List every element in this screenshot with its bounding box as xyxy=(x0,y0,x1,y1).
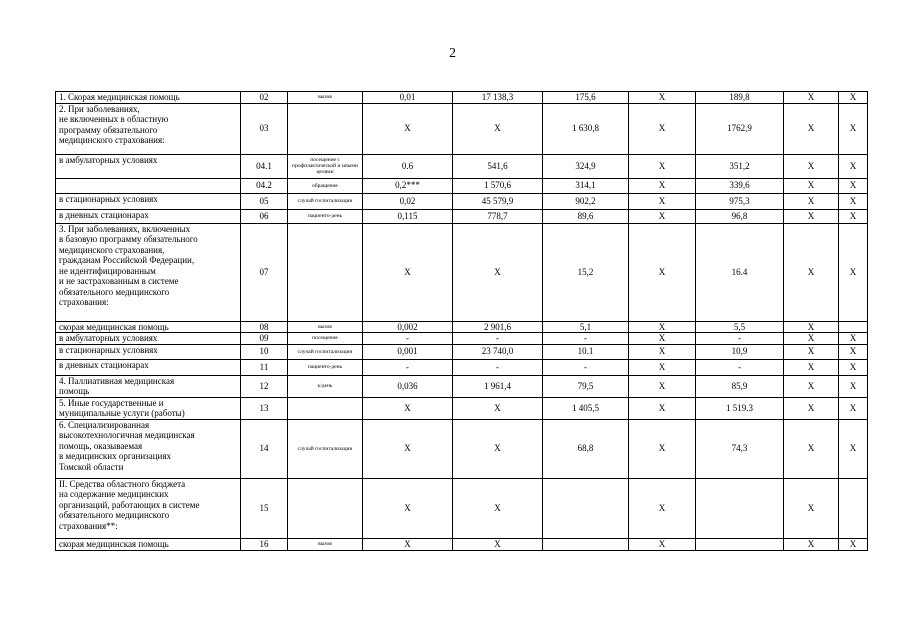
row-code: 05 xyxy=(241,193,288,209)
row-code: 12 xyxy=(241,375,288,397)
cell-col-7: Х xyxy=(839,344,868,359)
cell-col-2: 1 570,6 xyxy=(453,178,543,193)
cell-col-5: 16.4 xyxy=(696,223,784,321)
cell-col-4: Х xyxy=(629,223,696,321)
data-table xyxy=(55,91,868,551)
cell-col-6: Х xyxy=(784,223,839,321)
cell-col-6: Х xyxy=(784,478,839,538)
row-unit xyxy=(288,103,363,154)
cell-col-2: 17 138,3 xyxy=(453,92,543,104)
row-unit: вызов xyxy=(288,321,363,333)
cell-col-2: 1 961,4 xyxy=(453,375,543,397)
table-row xyxy=(56,478,868,538)
table-row xyxy=(56,419,868,478)
row-code: 03 xyxy=(241,103,288,154)
cell-col-3: 10.1 xyxy=(543,344,629,359)
cell-col-5: 5,5 xyxy=(696,321,784,333)
row-name: 6. Специализированная высокотехнологичная медицинская помощь, оказываемая в медицинских организациях Томской области xyxy=(56,419,241,478)
row-name: 3. При заболеваниях, включенных в базовую программу обязательного медицинского страхования, гражданам Российской Федерации, не идентифицированным и не застрахованным в системе обязательного медицинского страхования: xyxy=(56,223,241,321)
row-name: 5. Иные государственные и муниципальные услуги (работы) xyxy=(56,397,241,419)
cell-col-4: Х xyxy=(629,538,696,550)
row-code: 02 xyxy=(241,92,288,104)
cell-col-2: 45 579,9 xyxy=(453,193,543,209)
table-row xyxy=(56,344,868,359)
cell-col-1: 0,2*** xyxy=(363,178,453,193)
row-code: 14 xyxy=(241,419,288,478)
cell-col-7: Х xyxy=(839,419,868,478)
cell-col-5 xyxy=(696,538,784,550)
row-name: II. Средства областного бюджета на содержание медицинских организаций, работающих в системе обязательного медицинского страхования**: xyxy=(56,478,241,538)
cell-col-4: Х xyxy=(629,359,696,375)
cell-col-1: Х xyxy=(363,223,453,321)
row-name: скорая медицинская помощь xyxy=(56,321,241,333)
row-unit: случай госпитализации xyxy=(288,193,363,209)
cell-col-1: 0,002 xyxy=(363,321,453,333)
cell-col-6: Х xyxy=(784,538,839,550)
row-unit: пациенто-день xyxy=(288,359,363,375)
cell-col-3: 314,1 xyxy=(543,178,629,193)
cell-col-1: 0,115 xyxy=(363,209,453,223)
cell-col-5: 339,6 xyxy=(696,178,784,193)
cell-col-7 xyxy=(839,478,868,538)
cell-col-2: Х xyxy=(453,419,543,478)
row-code: 06 xyxy=(241,209,288,223)
cell-col-7: Х xyxy=(839,333,868,345)
row-unit: обращение xyxy=(288,178,363,193)
cell-col-1: 0.6 xyxy=(363,154,453,178)
cell-col-4: Х xyxy=(629,375,696,397)
cell-col-2: - xyxy=(453,359,543,375)
cell-col-2: Х xyxy=(453,478,543,538)
row-unit xyxy=(288,397,363,419)
cell-col-7: Х xyxy=(839,154,868,178)
cell-col-7: Х xyxy=(839,193,868,209)
cell-col-3: 5,1 xyxy=(543,321,629,333)
cell-col-7: Х xyxy=(839,103,868,154)
cell-col-3: 79,5 xyxy=(543,375,629,397)
row-name: в дневных стационарах xyxy=(56,209,241,223)
cell-col-7: Х xyxy=(839,538,868,550)
table-row xyxy=(56,538,868,550)
cell-col-4: Х xyxy=(629,178,696,193)
cell-col-4: Х xyxy=(629,92,696,104)
row-code: 07 xyxy=(241,223,288,321)
row-code: 09 xyxy=(241,333,288,345)
cell-col-3: 1 405,5 xyxy=(543,397,629,419)
cell-col-6: Х xyxy=(784,419,839,478)
cell-col-6: Х xyxy=(784,193,839,209)
cell-col-5: - xyxy=(696,333,784,345)
cell-col-7: Х xyxy=(839,375,868,397)
cell-col-3: - xyxy=(543,333,629,345)
cell-col-3 xyxy=(543,538,629,550)
cell-col-7 xyxy=(839,321,868,333)
cell-col-3: 89,6 xyxy=(543,209,629,223)
cell-col-4: Х xyxy=(629,103,696,154)
cell-col-2: Х xyxy=(453,538,543,550)
cell-col-1: 0,001 xyxy=(363,344,453,359)
cell-col-5: 96,8 xyxy=(696,209,784,223)
row-name: в стационарных условиях xyxy=(56,193,241,209)
cell-col-6: Х xyxy=(784,375,839,397)
cell-col-6: Х xyxy=(784,333,839,345)
row-unit: посещение с профилактической и иными целями xyxy=(288,154,363,178)
cell-col-3: 1 630,8 xyxy=(543,103,629,154)
row-name: скорая медицинская помощь xyxy=(56,538,241,550)
cell-col-5 xyxy=(696,478,784,538)
cell-col-7: Х xyxy=(839,178,868,193)
cell-col-1: Х xyxy=(363,478,453,538)
cell-col-2: 541,6 xyxy=(453,154,543,178)
cell-col-3: 15,2 xyxy=(543,223,629,321)
row-code: 11 xyxy=(241,359,288,375)
row-name: 2. При заболеваниях, не включенных в областную программу обязательного медицинского страхования: xyxy=(56,103,241,154)
row-code: 16 xyxy=(241,538,288,550)
cell-col-2: Х xyxy=(453,223,543,321)
cell-col-3: - xyxy=(543,359,629,375)
cell-col-3: 324,9 xyxy=(543,154,629,178)
cell-col-1: 0,01 xyxy=(363,92,453,104)
row-code: 04.2 xyxy=(241,178,288,193)
table-row xyxy=(56,333,868,345)
cell-col-6: Х xyxy=(784,397,839,419)
cell-col-1: 0,02 xyxy=(363,193,453,209)
cell-col-6: Х xyxy=(784,359,839,375)
cell-col-4: Х xyxy=(629,397,696,419)
cell-col-2: Х xyxy=(453,103,543,154)
page-number: 2 xyxy=(449,46,456,61)
row-code: 13 xyxy=(241,397,288,419)
cell-col-6: Х xyxy=(784,154,839,178)
row-unit: вызов xyxy=(288,92,363,104)
cell-col-7: Х xyxy=(839,223,868,321)
cell-col-4: Х xyxy=(629,154,696,178)
cell-col-5: 1 519.3 xyxy=(696,397,784,419)
table-row xyxy=(56,193,868,209)
cell-col-4: Х xyxy=(629,193,696,209)
table-row xyxy=(56,103,868,154)
cell-col-2: 778,7 xyxy=(453,209,543,223)
cell-col-6: Х xyxy=(784,92,839,104)
cell-col-2: 2 901,6 xyxy=(453,321,543,333)
cell-col-4: Х xyxy=(629,333,696,345)
table-row xyxy=(56,223,868,321)
cell-col-5: 1762,9 xyxy=(696,103,784,154)
cell-col-7: Х xyxy=(839,359,868,375)
cell-col-2: Х xyxy=(453,397,543,419)
table-row xyxy=(56,209,868,223)
cell-col-3: 175,6 xyxy=(543,92,629,104)
cell-col-3 xyxy=(543,478,629,538)
cell-col-1: Х xyxy=(363,538,453,550)
cell-col-6: Х xyxy=(784,178,839,193)
row-unit xyxy=(288,223,363,321)
row-unit: посещение xyxy=(288,333,363,345)
cell-col-4: Х xyxy=(629,478,696,538)
row-name: в амбулаторных условиях xyxy=(56,154,241,178)
cell-col-2: 23 740,0 xyxy=(453,344,543,359)
row-unit: случай госпитализации xyxy=(288,344,363,359)
cell-col-5: 189,8 xyxy=(696,92,784,104)
cell-col-6: Х xyxy=(784,321,839,333)
row-unit: случай госпитализации xyxy=(288,419,363,478)
row-name xyxy=(56,178,241,193)
cell-col-3: 902,2 xyxy=(543,193,629,209)
row-name: в стационарных условиях xyxy=(56,344,241,359)
row-code: 15 xyxy=(241,478,288,538)
row-name: 4. Паллиативная медицинская помощь xyxy=(56,375,241,397)
cell-col-4: Х xyxy=(629,419,696,478)
row-name: 1. Скорая медицинская помощь xyxy=(56,92,241,104)
cell-col-7: Х xyxy=(839,92,868,104)
cell-col-5: - xyxy=(696,359,784,375)
cell-col-1: Х xyxy=(363,419,453,478)
cell-col-1: 0,036 xyxy=(363,375,453,397)
cell-col-7: Х xyxy=(839,397,868,419)
cell-col-1: Х xyxy=(363,103,453,154)
cell-col-3: 68,8 xyxy=(543,419,629,478)
cell-col-4: Х xyxy=(629,321,696,333)
table-row xyxy=(56,154,868,178)
cell-col-1: Х xyxy=(363,397,453,419)
table-row xyxy=(56,397,868,419)
row-unit: к/день xyxy=(288,375,363,397)
cell-col-6: Х xyxy=(784,344,839,359)
cell-col-5: 74,3 xyxy=(696,419,784,478)
cell-col-1: - xyxy=(363,333,453,345)
row-code: 08 xyxy=(241,321,288,333)
cell-col-6: Х xyxy=(784,103,839,154)
row-code: 04.1 xyxy=(241,154,288,178)
cell-col-5: 10,9 xyxy=(696,344,784,359)
cell-col-7: Х xyxy=(839,209,868,223)
cell-col-5: 351,2 xyxy=(696,154,784,178)
row-name: в дневных стационарах xyxy=(56,359,241,375)
table-row xyxy=(56,178,868,193)
table-row xyxy=(56,359,868,375)
table-row xyxy=(56,321,868,333)
cell-col-6: Х xyxy=(784,209,839,223)
table-row xyxy=(56,375,868,397)
cell-col-4: Х xyxy=(629,344,696,359)
row-unit xyxy=(288,478,363,538)
row-code: 10 xyxy=(241,344,288,359)
table-row xyxy=(56,92,868,104)
cell-col-2: - xyxy=(453,333,543,345)
row-name: в амбулаторных условиях xyxy=(56,333,241,345)
cell-col-4: Х xyxy=(629,209,696,223)
row-unit: вызов xyxy=(288,538,363,550)
cell-col-5: 85,9 xyxy=(696,375,784,397)
cell-col-1: - xyxy=(363,359,453,375)
row-unit: пациенто-день xyxy=(288,209,363,223)
cell-col-5: 975,3 xyxy=(696,193,784,209)
